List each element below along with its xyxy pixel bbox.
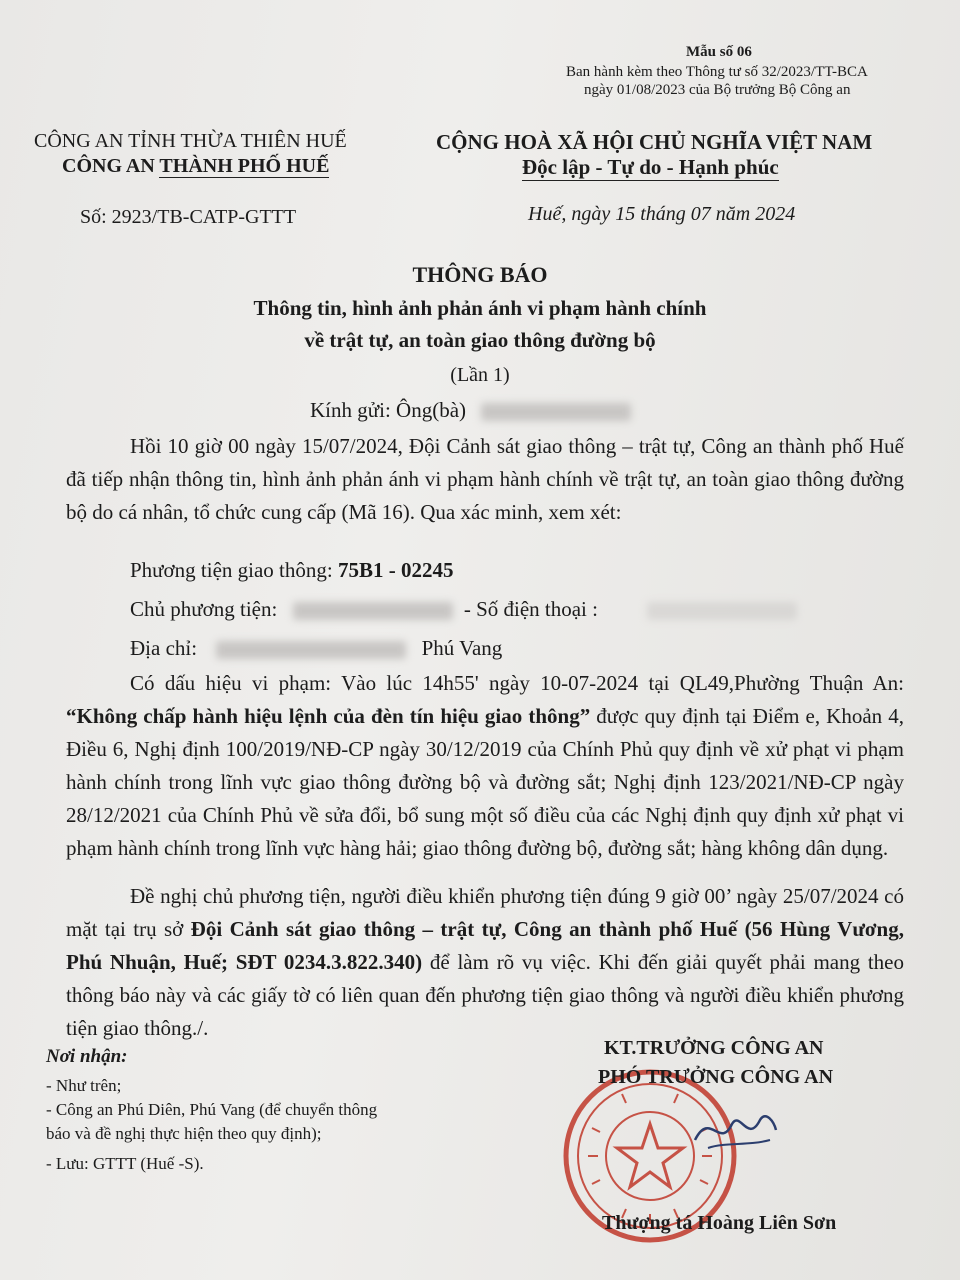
request-intro: Đề nghị chủ phương tiện, người điều khiển phương tiện đúng 9 giờ 00’ ngày 25/07/2024 có mặt tại trụ sở xyxy=(66,884,904,941)
owner-label: Chủ phương tiện: xyxy=(130,597,278,621)
recipient-label: Kính gửi: Ông(bà) xyxy=(310,398,467,422)
redacted-owner-name xyxy=(293,602,453,620)
redacted-phone xyxy=(647,602,797,620)
address-field xyxy=(130,636,502,661)
issuing-agency-part-1: CÔNG AN xyxy=(62,155,160,177)
office-address: Đội Cảnh sát giao thông – trật tự, Công an thành phố Huế (56 Hùng Vương, Phú Nhuận, Huế; SĐT 0234.3.822.340) xyxy=(66,917,904,974)
document-subtitle-2: về trật tự, an toàn giao thông đường bộ xyxy=(304,328,656,352)
address-district: Phú Vang xyxy=(421,636,503,660)
paragraph-text xyxy=(66,880,904,1045)
redacted-address xyxy=(216,641,406,659)
parent-agency: CÔNG AN TỈNH THỪA THIÊN HUẾ xyxy=(34,130,347,152)
body-paragraph-1 xyxy=(66,430,904,529)
vehicle-plate: 75B1 - 02245 xyxy=(337,558,454,582)
phone-label: - Số điện thoại : xyxy=(463,597,598,621)
recipient-line xyxy=(310,398,631,423)
issued-by-line-1: Ban hành kèm theo Thông tư số 32/2023/TT-BCA xyxy=(566,64,868,80)
owner-field xyxy=(130,597,797,622)
recipients-title: Nơi nhận: xyxy=(46,1046,128,1067)
paragraph-text: Hồi 10 giờ 00 ngày 15/07/2024, Đội Cảnh sát giao thông – trật tự, Công an thành phố Huế đã tiếp nhận thông tin, hình ảnh phản ánh vi phạm hành chính về trật tự, an toàn giao thông đường bộ do cá nhân, tổ chức cung cấp (Mã 16). Qua xác minh, xem xét: xyxy=(66,434,904,524)
recipient-item: - Như trên; xyxy=(46,1076,122,1095)
recipient-item: báo và đề nghị thực hiện theo quy định); xyxy=(46,1124,322,1143)
paragraph-text xyxy=(66,667,904,865)
document-subtitle-1: Thông tin, hình ảnh phản ánh vi phạm hành chính xyxy=(253,296,707,320)
vehicle-field xyxy=(130,558,453,583)
address-label: Địa chỉ: xyxy=(130,636,198,660)
body-paragraph-3 xyxy=(66,880,904,1045)
document-number: Số: 2923/TB-CATP-GTTT xyxy=(80,206,297,228)
form-number: Mẫu số 06 xyxy=(686,44,752,60)
issuing-agency xyxy=(62,155,329,178)
notice-times: (Lần 1) xyxy=(450,364,510,386)
violation-intro: Có dấu hiệu vi phạm: Vào lúc 14h55' ngày 10-07-2024 tại QL49,Phường Thuận An: xyxy=(130,671,904,695)
recipient-item: - Lưu: GTTT (Huế -S). xyxy=(46,1154,204,1173)
national-motto: Độc lập - Tự do - Hạnh phúc xyxy=(522,155,779,179)
request-detail: để làm rõ vụ việc. Khi đến giải quyết phải mang theo thông báo này và các giấy tờ có liên quan đến phương tiện giao thông và người điều khiển phương tiện giao thông./. xyxy=(66,950,905,1040)
document-title: THÔNG BÁO xyxy=(412,262,548,287)
place-date: Huế, ngày 15 tháng 07 năm 2024 xyxy=(528,203,796,225)
redacted-recipient xyxy=(481,403,631,421)
vehicle-label: Phương tiện giao thông: xyxy=(130,558,338,582)
nation-name: CỘNG HOÀ XÃ HỘI CHỦ NGHĨA VIỆT NAM xyxy=(436,130,873,154)
violation-name: “Không chấp hành hiệu lệnh của đèn tín hiệu giao thông” xyxy=(66,704,591,728)
issuing-agency-part-2: THÀNH PHỐ HUẾ xyxy=(159,155,330,177)
issued-by-line-2: ngày 01/08/2023 của Bộ trưởng Bộ Công an xyxy=(584,82,851,98)
signature-title-1: KT.TRƯỞNG CÔNG AN xyxy=(604,1037,824,1059)
violation-legal-basis: được quy định tại Điểm e, Khoản 4, Điều 6, Nghị định 100/2019/NĐ-CP ngày 30/12/2019 của Chính Phủ quy định về xử phạt vi phạm hành chính trong lĩnh vực giao thông đường bộ và đường sắt; Nghị định 123/2021/NĐ-CP ngày 28/12/2021 của Chính Phủ về sửa đổi, bổ sung một số điều của các Nghị định quy định xử phạt vi phạm hành chính trong lĩnh vực hàng hải; giao thông đường bộ, đường sắt; hàng không dân dụng. xyxy=(66,704,904,860)
body-paragraph-2 xyxy=(66,667,904,865)
signature-title-2: PHÓ TRƯỞNG CÔNG AN xyxy=(598,1066,834,1088)
signer-name: Thượng tá Hoàng Liên Sơn xyxy=(602,1212,837,1234)
recipient-item: - Công an Phú Diên, Phú Vang (để chuyển thông xyxy=(46,1100,378,1119)
handwritten-signature xyxy=(690,1100,780,1160)
